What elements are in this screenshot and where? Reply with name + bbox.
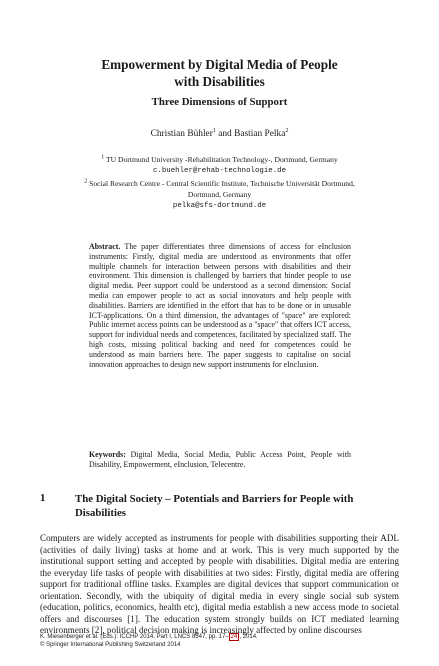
author-name: Bastian Pelka bbox=[234, 129, 286, 139]
affiliation-1-email[interactable]: c.buehler@rehab-technologie.de bbox=[152, 167, 287, 175]
affiliation-marker: 1 bbox=[212, 127, 216, 134]
section-number: 1 bbox=[40, 492, 46, 504]
affiliation-2 bbox=[40, 179, 399, 189]
affiliation-1 bbox=[40, 155, 399, 165]
body-paragraph: Computers are widely accepted as instruments for people with disabilities supporting their ADL (activities of daily living) tasks at home and at work. This is very much supported by the institutional support setting and accepted by people with disabilities. Digital media are entering the everyday life tasks of people with disabilities at two sides: Firstly, digital media are offering support for traditional offline tasks. Examples are digital devices that support communication or orientation. Secondly, with the ubiquity of digital media in every single social sub system (education, politics, economics, health etc), digital media establish a new access mode to societal offers and discourses [1]. The education system strongly builds on ICT mediated learning environments [2], political decision making is increasingly affected by online discourses bbox=[40, 533, 399, 635]
affiliation-marker: 1 bbox=[101, 154, 105, 161]
abstract-label: Abstract. bbox=[89, 242, 121, 251]
citation-year: , 2014. bbox=[239, 634, 258, 640]
keywords bbox=[89, 450, 351, 470]
copyright-line: © Springer International Publishing Switzerland 2014 bbox=[40, 642, 181, 648]
citation-text: K. Miesenberger et al. (Eds.): ICCHP 2014, Part I, LNCS 8547, pp. 17– bbox=[40, 634, 229, 640]
affiliation-2-line-2: Dortmund, Germany bbox=[187, 190, 252, 199]
paper-title-line-1: Empowerment by Digital Media of People bbox=[101, 57, 338, 72]
page-footer bbox=[40, 633, 399, 649]
abstract-text: The paper differentiates three dimensions of access for eInclusion instruments: Firstly, digital media are understood as environments that offer multiple channels for interaction between persons with disabilities and their environment. This dimension is challenged by barriers that hinder people to use digital media. Peer support could be understood as a second dimension: Social media can empower people to act as social innovators and help people with disabilities. Barriers are identified in the effort that has to be done or in unusable ICT-applications. On a third dimension, the advantages of "space" are explored: Public internet access points can be understood as a "space" that offers ICT access, support for individual needs and competences, facilitated by specialized staff. The high costs, missing political backing and need for competences could be understood as main barriers here. The paper suggests to capitalise on social innovation approaches to design new support instruments for eInclusion. bbox=[89, 242, 351, 369]
page-link[interactable]: 24 bbox=[230, 634, 238, 640]
keywords-label: Keywords: bbox=[89, 450, 126, 459]
citation-line bbox=[40, 633, 399, 641]
abstract bbox=[89, 242, 351, 369]
author-list bbox=[40, 128, 399, 140]
affiliation-text: TU Dortmund University -Rehabilitation Technology-, Dortmund, Germany bbox=[106, 155, 338, 164]
affiliation-marker: 2 bbox=[285, 127, 289, 134]
author-separator: and bbox=[215, 129, 235, 139]
author-name: Christian Bühler bbox=[150, 129, 213, 139]
section-heading: The Digital Society – Potentials and Barriers for People with Disabilities bbox=[75, 493, 354, 519]
keywords-text: Digital Media, Social Media, Public Access Point, People with Disability, Empowerment, eInclusion, Telecentre. bbox=[89, 450, 351, 469]
paper-title-line-2: with Disabilities bbox=[174, 74, 265, 89]
affiliation-2-email[interactable]: pelka@sfs-dortmund.de bbox=[172, 202, 267, 210]
affiliation-text: Social Research Centre - Central Scientific Institute, Technische Universität Dortmund, bbox=[89, 179, 355, 188]
affiliation-marker: 2 bbox=[84, 178, 88, 185]
paper-subtitle: Three Dimensions of Support bbox=[151, 96, 288, 108]
